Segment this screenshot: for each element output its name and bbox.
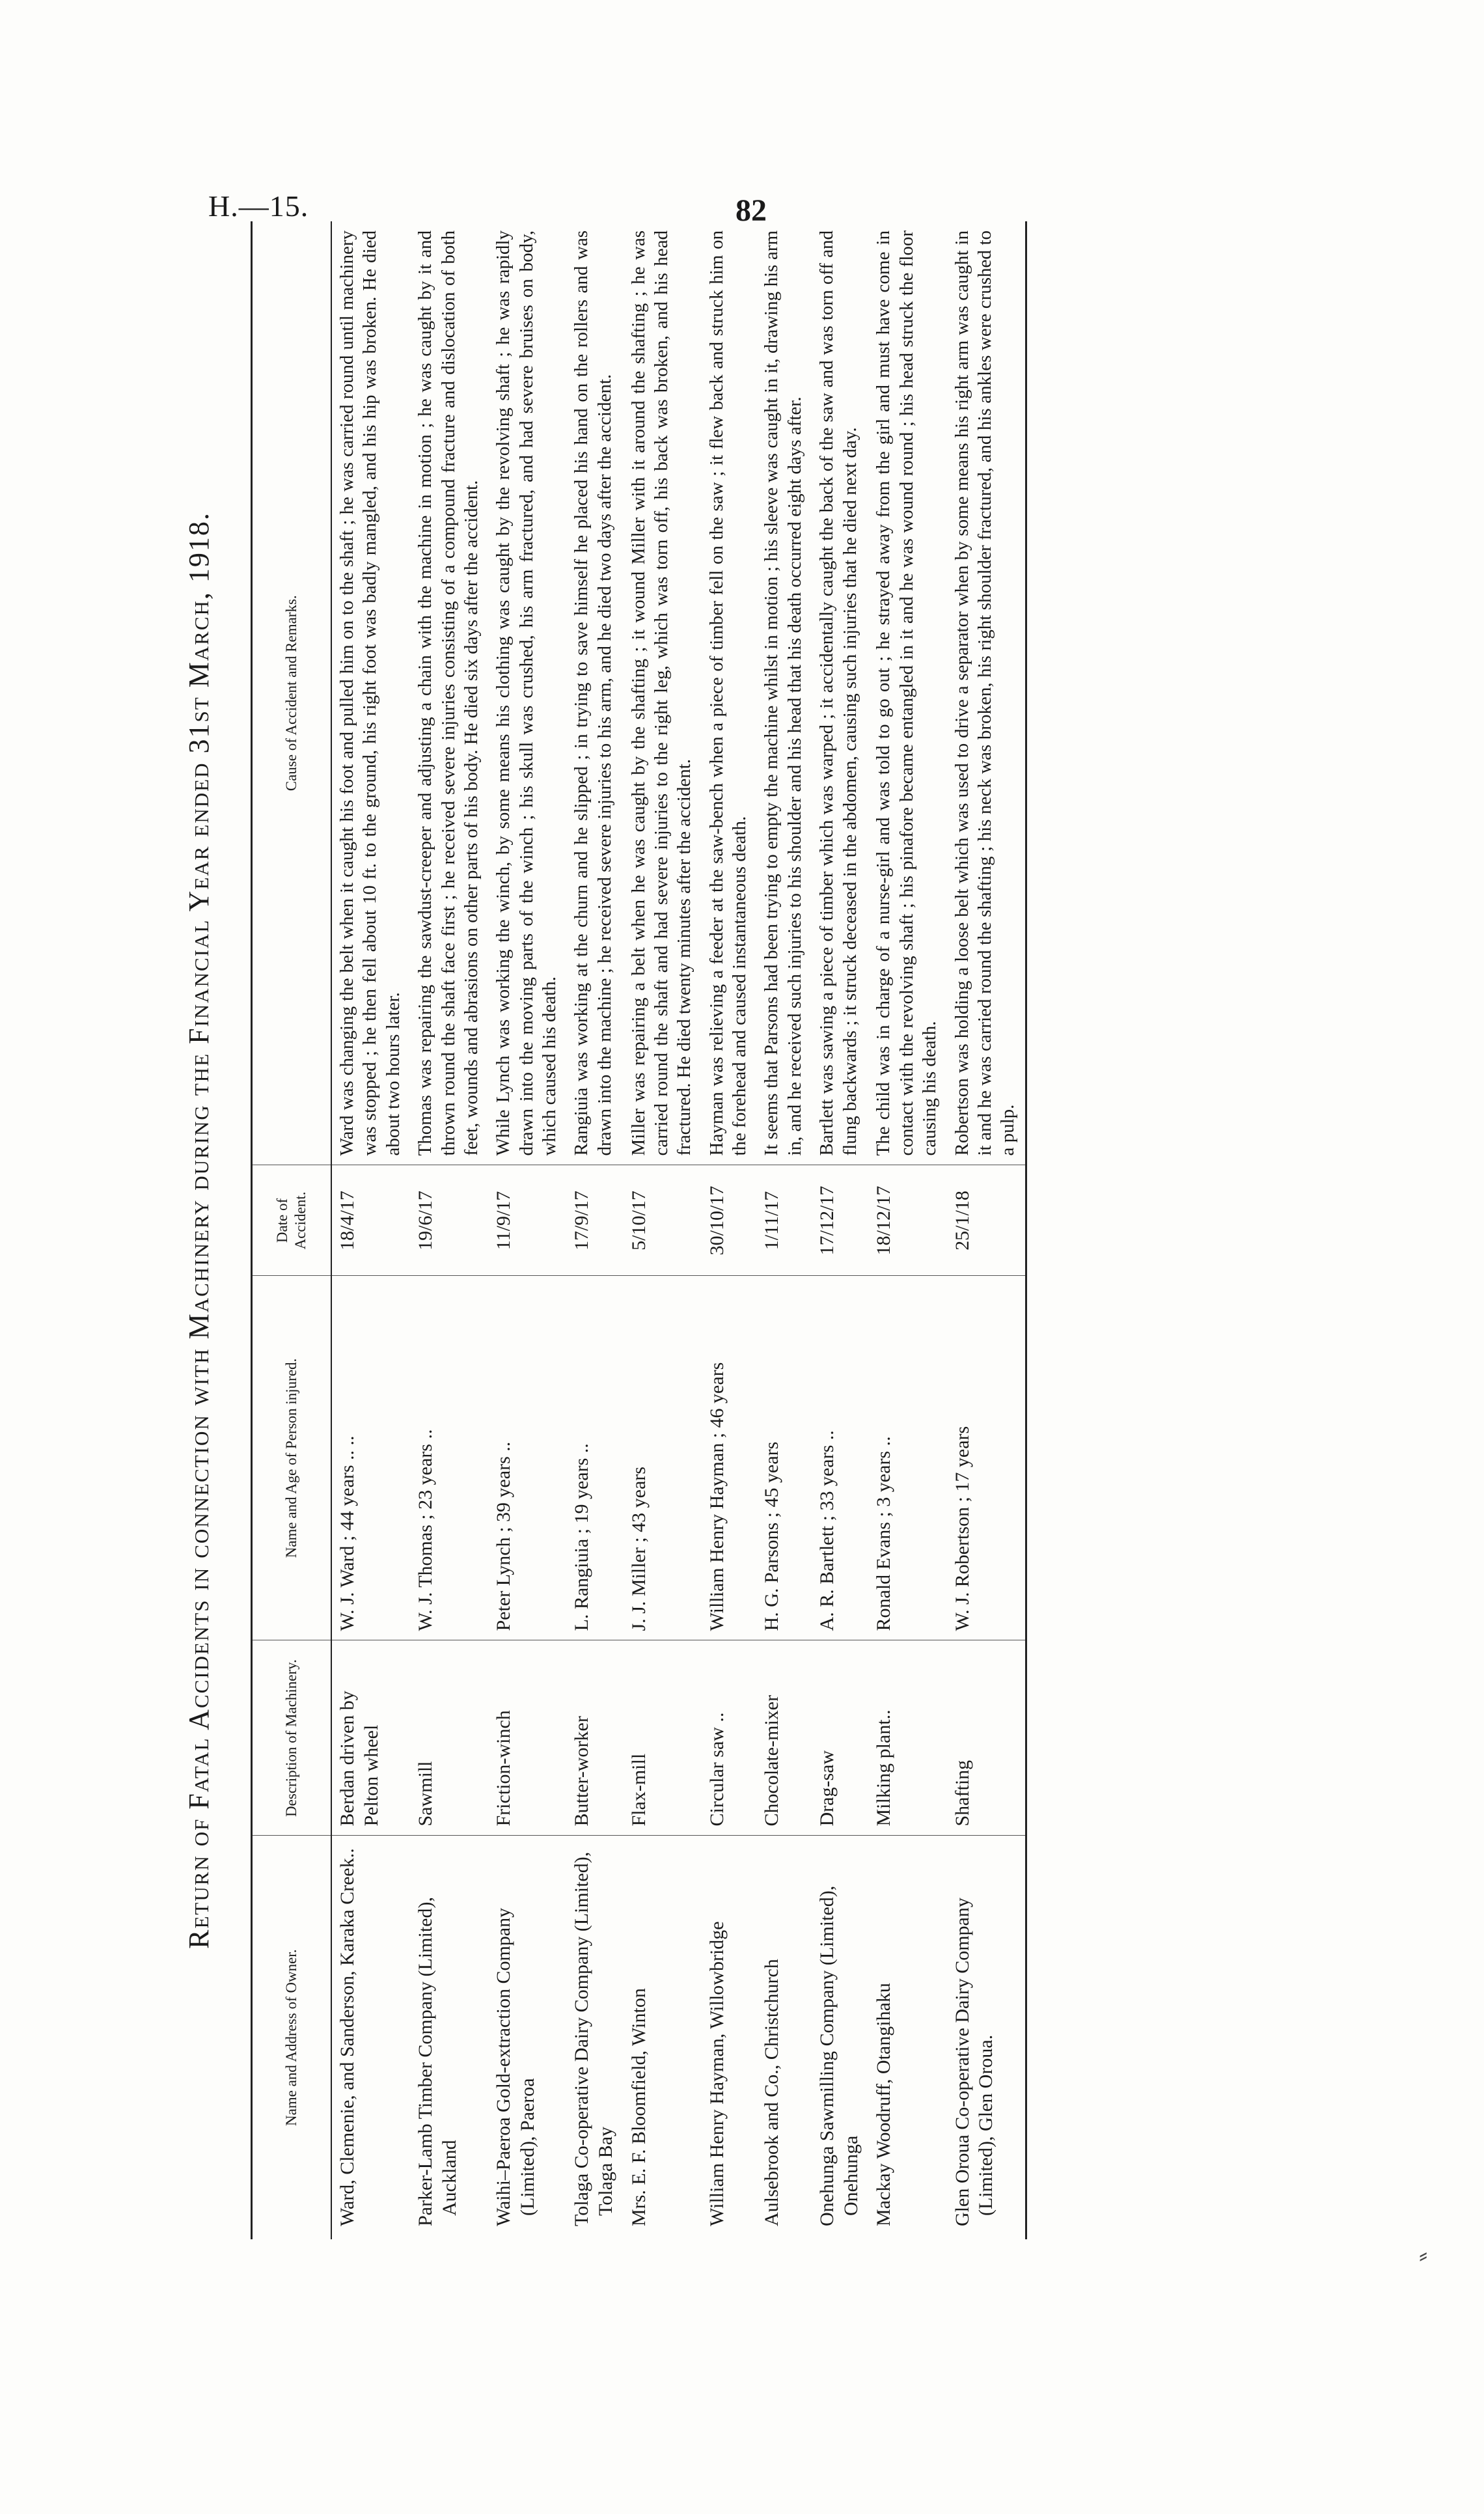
machinery-cell: Circular saw ..	[702, 1640, 757, 1836]
date-cell: 1/11/17	[756, 1165, 812, 1276]
table-row	[624, 221, 702, 2239]
owner-cell: Tolaga Co-operative Dairy Company (Limited), Tolaga Bay	[566, 1836, 623, 2239]
column-header-date: Date of Accident.	[252, 1165, 332, 1276]
owner-cell: Parker-Lamb Timber Company (Limited), Auckland	[410, 1836, 488, 2239]
person-cell: Peter Lynch ; 39 years ..	[488, 1276, 566, 1640]
table-row	[331, 221, 410, 2239]
table-row	[756, 221, 812, 2239]
table-row	[566, 221, 623, 2239]
owner-cell: Waihi–Paeroa Gold-extraction Company (Limited), Paeroa	[488, 1836, 566, 2239]
cause-cell: Miller was repairing a belt when he was caught by the shafting ; it wound Miller with it around the shafting ; he was carried round the shaft and had severe injuries to the right leg, which was torn off, his back was broken, and his head fractured. He died twenty minutes after the accident.	[627, 230, 695, 1156]
cause-cell: Bartlett was sawing a piece of timber which was warped ; it accidentally caught the back of the saw and was torn off and flung backwards ; it struck deceased in the abdomen, causing such injuries that he died next day.	[816, 230, 860, 1156]
machinery-cell: Milking plant..	[868, 1640, 946, 1836]
cause-cell: Rangiuia was working at the churn and he slipped ; in trying to save himself he placed his hand on the rollers and was drawn into the machine ; he received severe injuries to his arm, and he died two days after the accident.	[571, 230, 615, 1156]
table-header-row	[252, 221, 332, 2239]
table-row	[410, 221, 488, 2239]
date-cell: 11/9/17	[488, 1165, 566, 1276]
document-reference: H.—15.	[208, 189, 309, 223]
table-row	[488, 221, 566, 2239]
column-header-cause: Cause of Accident and Remarks.	[252, 221, 332, 1165]
person-cell: A. R. Bartlett ; 33 years ..	[812, 1276, 868, 1640]
person-cell: W. J. Thomas ; 23 years ..	[410, 1276, 488, 1640]
owner-cell: Mackay Woodruff, Otangihaku	[868, 1836, 946, 2239]
machinery-cell: Sawmill	[410, 1640, 488, 1836]
cause-cell: Ward was changing the belt when it caught his foot and pulled him on to the shaft ; he was carried round until machinery was stopped ; he then fell about 10 ft. to the ground, his right foot was badly mangled, and his hip was broken. He died about two hours later.	[337, 230, 404, 1156]
machinery-cell: Shafting	[947, 1640, 1026, 1836]
machinery-cell: Berdan driven by Pelton wheel	[331, 1640, 410, 1836]
cause-cell: While Lynch was working the winch, by some means his clothing was caught by the revolving shaft ; he was rapidly drawn into the moving parts of the winch ; his skull was crushed, his arm fractured, and had severe bruises on body, which caused his death.	[493, 230, 560, 1156]
machinery-cell: Chocolate-mixer	[756, 1640, 812, 1836]
owner-cell: Glen Oroua Co-operative Dairy Company (Limited), Glen Oroua.	[947, 1836, 1026, 2239]
machinery-cell: Flax-mill	[624, 1640, 702, 1836]
owner-cell: Ward, Clemenie, and Sanderson, Karaka Creek..	[331, 1836, 410, 2239]
margin-mark-icon: ⸗	[1419, 2240, 1428, 2269]
owner-cell: Mrs. E. F. Bloomfield, Winton	[624, 1836, 702, 2239]
owner-cell: Aulsebrook and Co., Christchurch	[756, 1836, 812, 2239]
cause-cell: Thomas was repairing the sawdust-creeper and adjusting a chain with the machine in motion ; he was caught by it and thrown round the shaft face first ; he received severe injuries consisting of a compound fracture and dislocation of both feet, wounds and abrasions on other parts of his body. He died six days after the accident.	[415, 230, 482, 1156]
rotated-page-content	[182, 221, 1256, 2239]
cause-cell: It seems that Parsons had been trying to empty the machine whilst in motion ; his sleeve was caught in it, drawing his arm in, and he received such injuries to his shoulder and his head that his death occurred eight days after.	[761, 230, 805, 1156]
column-header-person: Name and Age of Person injured.	[252, 1276, 332, 1640]
table-row	[702, 221, 757, 2239]
machinery-cell: Drag-saw	[812, 1640, 868, 1836]
person-cell: H. G. Parsons ; 45 years	[756, 1276, 812, 1640]
table-row	[868, 221, 946, 2239]
fatal-accidents-table	[251, 221, 1027, 2239]
person-cell: William Henry Hayman ; 46 years	[702, 1276, 757, 1640]
date-cell: 17/9/17	[566, 1165, 623, 1276]
date-cell: 17/12/17	[812, 1165, 868, 1276]
date-cell: 25/1/18	[947, 1165, 1026, 1276]
table-row	[812, 221, 868, 2239]
person-cell: W. J. Robertson ; 17 years	[947, 1276, 1026, 1640]
table-title: Return of Fatal Accidents in connection with Machinery during the Financial Year ended 31st March, 1918.	[183, 512, 215, 1949]
person-cell: L. Rangiuia ; 19 years ..	[566, 1276, 623, 1640]
machinery-cell: Friction-winch	[488, 1640, 566, 1836]
cause-cell: The child was in charge of a nurse-girl and was told to go out ; he strayed away from the girl and must have come in contact with the revolving shaft ; his pinafore became entangled in it and he was wound round ; his head struck the floor causing his death.	[873, 230, 941, 1156]
date-cell: 5/10/17	[624, 1165, 702, 1276]
table-row	[947, 221, 1026, 2239]
column-header-owner: Name and Address of Owner.	[252, 1836, 332, 2239]
date-cell: 19/6/17	[410, 1165, 488, 1276]
owner-cell: William Henry Hayman, Willowbridge	[702, 1836, 757, 2239]
column-header-machinery: Description of Machinery.	[252, 1640, 332, 1836]
person-cell: J. J. Miller ; 43 years	[624, 1276, 702, 1640]
date-cell: 18/4/17	[331, 1165, 410, 1276]
cause-cell: Hayman was relieving a feeder at the saw-bench when a piece of timber fell on the saw ; it flew back and struck him on the forehead and caused instantaneous death.	[706, 230, 750, 1156]
cause-cell: Robertson was holding a loose belt which was used to drive a separator when by some means his right arm was caught in it and he was carried round the shafting ; his neck was broken, his right shoulder fractured, and his ankles were crushed to a pulp.	[947, 221, 1026, 1165]
person-cell: W. J. Ward ; 44 years .. ..	[331, 1276, 410, 1640]
page-number: 82	[735, 193, 767, 228]
date-cell: 18/12/17	[868, 1165, 946, 1276]
owner-cell: Onehunga Sawmilling Company (Limited), Onehunga	[812, 1836, 868, 2239]
date-cell: 30/10/17	[702, 1165, 757, 1276]
person-cell: Ronald Evans ; 3 years ..	[868, 1276, 946, 1640]
machinery-cell: Butter-worker	[566, 1640, 623, 1836]
